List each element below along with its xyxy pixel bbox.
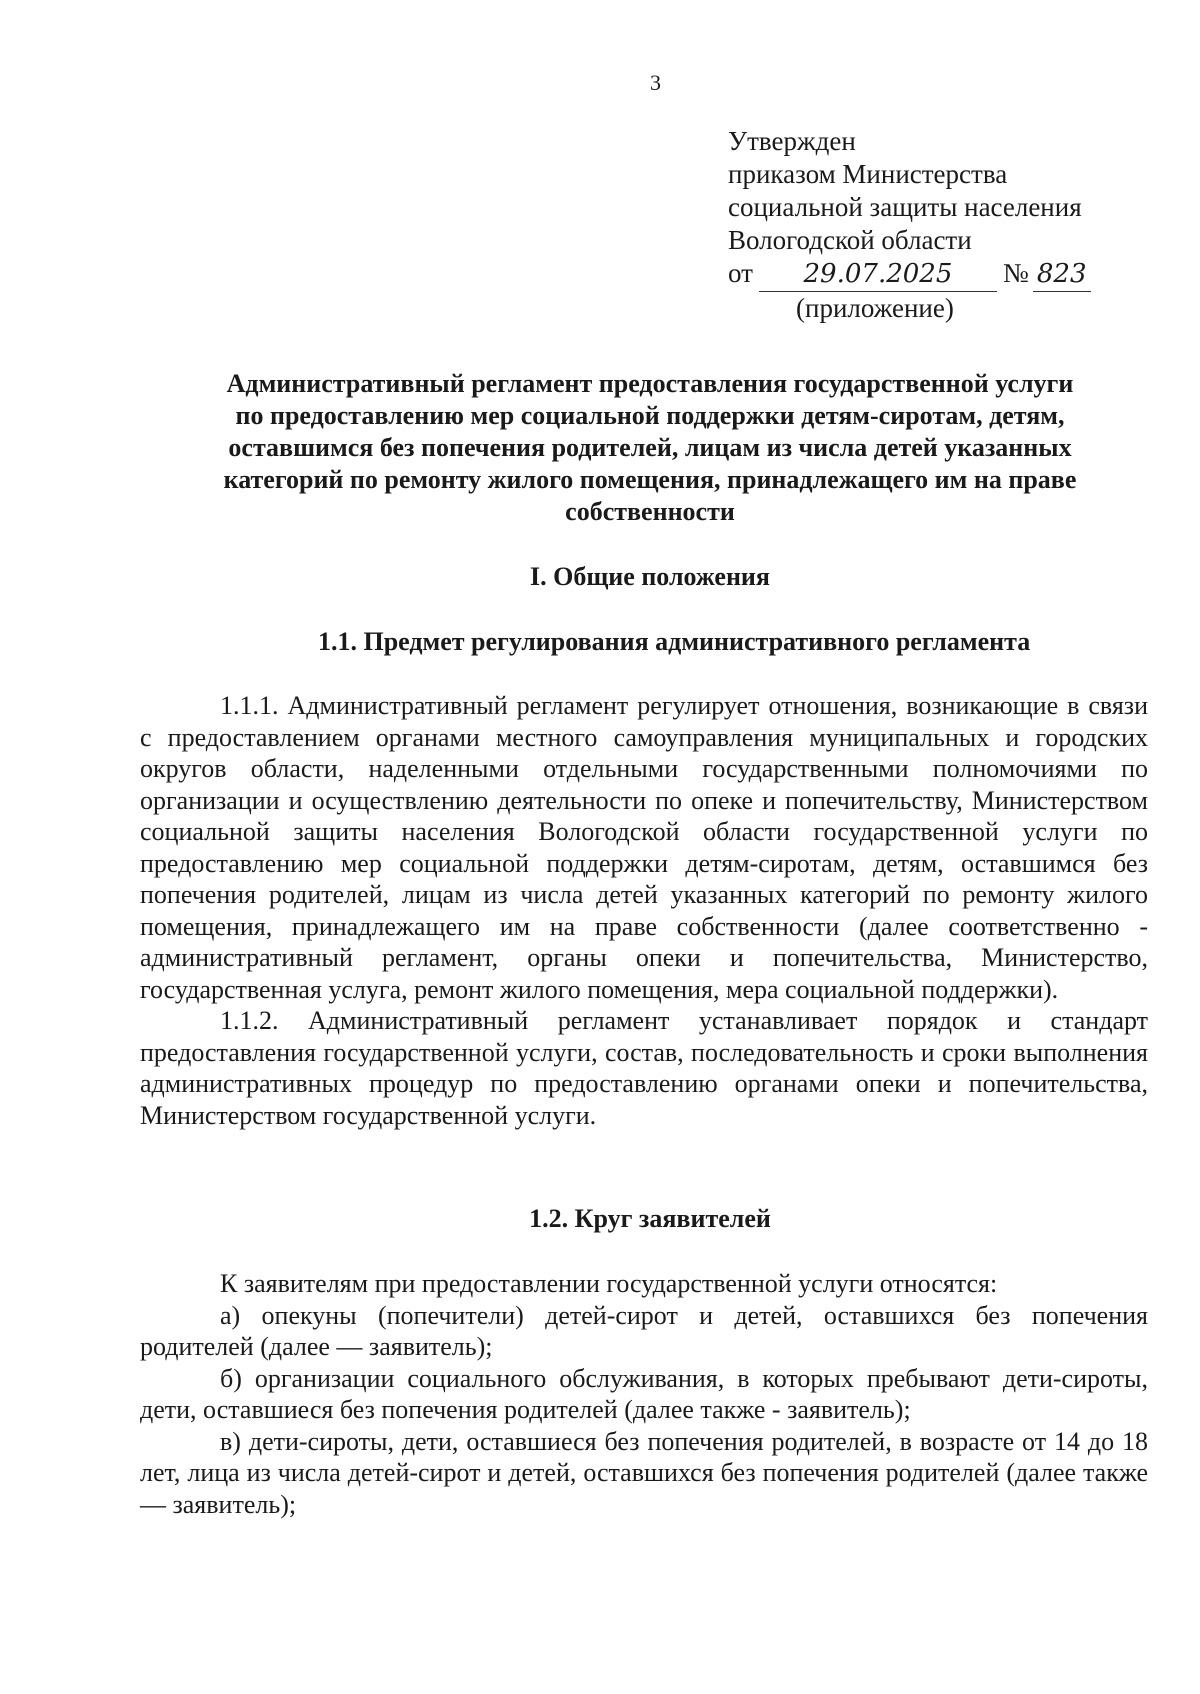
applicant-item-b: б) организации социального обслуживания, в которых пребывают дети-сироты, дети, оставшиеся без попечения родителей (далее также - заявитель); [140, 1363, 1148, 1424]
title-line-4: категорий по ремонту жилого помещения, принадлежащего им на праве [223, 465, 1077, 494]
title-line-2: по предоставлению мер социальной поддержки детям-сиротам, детям, [235, 401, 1065, 430]
paragraph-1-1-1: 1.1.1. Административный регламент регулирует отношения, возникающие в связи с предоставлением органами местного самоуправления муниципальных и городских округов области, наделенными отдельными государственными полномочиями по организации и осуществлению деятельности по опеке и попечительству, Министерством социальной защиты населения Вологодской области государственной услуги по предоставлению мер социальной поддержки детям-сиротам, детям, оставшимся без попечения родителей, лицам из числа детей указанных категорий по ремонту жилого помещения, принадлежащего им на праве собственности (далее соответственно - административный регламент, органы опеки и попечительства, Министерство, государственная услуга, ремонт жилого помещения, мера социальной поддержки). [140, 691, 1148, 1004]
approval-date-line [728, 257, 1168, 292]
document-title [150, 368, 1150, 528]
title-line-3: оставшимся без попечения родителей, лицам из числа детей указанных [228, 433, 1072, 462]
page-number: 3 [650, 70, 661, 95]
applicants-intro: К заявителям при предоставлении государственной услуги относятся: [220, 1269, 998, 1298]
appendix-note: (приложение) [796, 293, 954, 323]
subsection-heading-subject: 1.1. Предмет регулирования административного регламента [318, 627, 1031, 656]
handwritten-order-number: 823 [1033, 258, 1091, 292]
date-prefix: от [728, 258, 753, 288]
section-heading-applicants: 1.2. Круг заявителей [529, 1204, 771, 1233]
handwritten-date: 29.07.2025 [759, 258, 997, 292]
applicant-item-a: а) опекуны (попечители) детей-сирот и детей, оставшихся без попечения родителей (далее — заявитель); [140, 1300, 1148, 1361]
section-1-1-body [140, 690, 1148, 1131]
approval-line-3: социальной защиты населения [728, 192, 1082, 222]
section-1-2-body [140, 1268, 1148, 1520]
approval-line-2: приказом Министерства [728, 159, 1008, 189]
title-line-5: собственности [565, 497, 735, 526]
title-line-1: Административный регламент предоставления государственной услуги [226, 369, 1074, 398]
number-sign: № [1002, 258, 1029, 288]
applicant-item-c: в) дети-сироты, дети, оставшиеся без попечения родителей, в возрасте от 14 до 18 лет, лица из числа детей-сирот и детей, оставшихся без попечения родителей (далее также — заявитель); [140, 1426, 1148, 1519]
approval-line-4: Вологодской области [728, 225, 972, 255]
approval-stamp-block [728, 125, 1168, 325]
paragraph-1-1-2: 1.1.2. Административный регламент устанавливает порядок и стандарт предоставления государственной услуги, состав, последовательность и сроки выполнения административных процедур по предоставлению органами опеки и попечительства, Министерством государственной услуги. [140, 1006, 1148, 1130]
approval-line-1: Утвержден [728, 126, 856, 156]
section-heading-general: I. Общие положения [530, 562, 770, 591]
